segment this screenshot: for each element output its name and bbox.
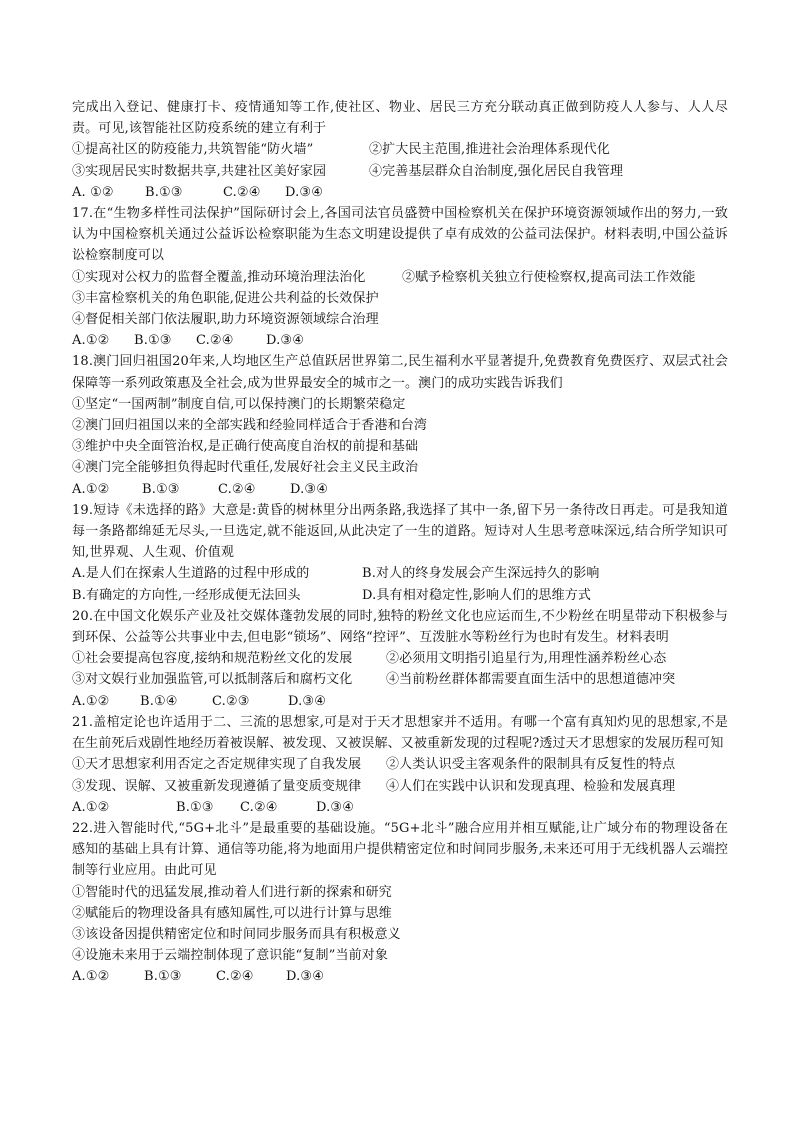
statement-4: ④澳门完全能够担负得起时代重任,发展好社会主义民主政治 bbox=[72, 460, 419, 476]
option-a[interactable]: A.①② bbox=[72, 693, 110, 709]
statement-row bbox=[72, 754, 728, 775]
statement-3: ③该设备因提供精密定位和时间同步服务而具有积极意义 bbox=[72, 926, 401, 942]
statement-4: ④当前粉丝群体都需要直面生活中的思想道德冲突 bbox=[386, 672, 676, 688]
statement-1: ①提高社区的防疫能力,共筑智能“防火墙” bbox=[72, 142, 314, 158]
option-c[interactable]: C.②④ bbox=[216, 969, 254, 985]
question-20-stem: 20.在中国文化娱乐产业及社交媒体蓬勃发展的同时,独特的粉丝文化也应运而生,不少粉丝在明星带动下积极参与到环保、公益等公共事业中去,但电影“锁场”、网络“控评”、互泼脏水等粉丝行为也时有发生。材料表明 bbox=[72, 608, 728, 646]
statement-4: ④人们在实践中认识和发现真理、检验和发展真理 bbox=[386, 778, 676, 794]
option-b[interactable]: B.对人的终身发展会产生深远持久的影响 bbox=[362, 566, 600, 582]
statement-3: ③发现、误解、又被重新发现遵循了量变质变规律 bbox=[72, 778, 362, 794]
statement-1: ①社会要提高包容度,接纳和规范粉丝文化的发展 bbox=[72, 651, 353, 667]
statement-3: ③丰富检察机关的角色职能,促进公共利益的长效保护 bbox=[72, 290, 379, 306]
statement-row bbox=[72, 669, 728, 690]
question-21 bbox=[72, 712, 728, 818]
answer-options bbox=[72, 479, 728, 500]
page-content bbox=[72, 97, 728, 988]
option-c[interactable]: C.②③ bbox=[212, 693, 250, 709]
answer-options bbox=[72, 182, 728, 203]
statement-2: ②必须用文明指引追星行为,用理性涵养粉丝心态 bbox=[386, 651, 667, 667]
option-c[interactable]: C.②④ bbox=[196, 333, 234, 349]
statement-1: ①天才思想家利用否定之否定规律实现了自我发展 bbox=[72, 757, 362, 773]
option-a[interactable]: A.①② bbox=[72, 799, 110, 815]
statement-4: ④完善基层群众自治制度,强化居民自我管理 bbox=[369, 163, 624, 179]
option-d[interactable]: D.具有相对稳定性,影响人们的思维方式 bbox=[362, 587, 592, 603]
statement-1: ①实现对公权力的监督全覆盖,推动环境治理法治化 bbox=[72, 269, 366, 285]
option-row bbox=[72, 585, 728, 606]
option-c[interactable]: B.有确定的方向性,一经形成便无法回头 bbox=[72, 587, 301, 603]
option-a[interactable]: A.①② bbox=[72, 969, 110, 985]
statement-2: ②扩大民主范围,推进社会治理体系现代化 bbox=[369, 142, 610, 158]
question-16 bbox=[72, 97, 728, 203]
option-d[interactable]: D.③④ bbox=[290, 481, 329, 497]
option-row bbox=[72, 563, 728, 584]
option-d[interactable]: D.③④ bbox=[285, 184, 324, 200]
option-a[interactable]: A.①② bbox=[72, 481, 110, 497]
statement-2: ②澳门回归祖国以来的全部实践和经验同样适合于香港和台湾 bbox=[72, 418, 428, 434]
answer-options bbox=[72, 797, 728, 818]
option-d[interactable]: D.③④ bbox=[316, 799, 355, 815]
question-19-stem: 19.短诗《未选择的路》大意是:黄昏的树林里分出两条路,我选择了其中一条,留下另一条待改日再走。可是我知道每一条路都绵延无尽头,一旦选定,就不能返回,从此决定了一生的道路。短诗对人生思考意味深远,结合所学知识可知,世界观、人生观、价值观 bbox=[72, 502, 728, 561]
question-20 bbox=[72, 606, 728, 712]
option-b[interactable]: B.①③ bbox=[142, 481, 180, 497]
option-c[interactable]: C.②④ bbox=[218, 481, 256, 497]
option-c[interactable]: C.②④ bbox=[240, 799, 278, 815]
statement-1: ①智能时代的迅猛发展,推动着人们进行新的探索和研究 bbox=[72, 884, 392, 900]
question-17-stem: 17.在“生物多样性司法保护”国际研讨会上,各国司法官员盛赞中国检察机关在保护环境资源领域作出的努力,一致认为中国检察机关通过公益诉讼检察职能为生态文明建设提供了卓有成效的公益司法保护。材料表明,中国公益诉讼检察制度可以 bbox=[72, 206, 728, 264]
option-b[interactable]: B.①③ bbox=[134, 333, 172, 349]
answer-options bbox=[72, 330, 728, 351]
question-19 bbox=[72, 500, 728, 606]
statement-4: ④督促相关部门依法履职,助力环境资源领域综合治理 bbox=[72, 312, 379, 328]
option-b[interactable]: B.①③ bbox=[176, 799, 214, 815]
statement-row bbox=[72, 161, 728, 182]
option-d[interactable]: D.③④ bbox=[266, 333, 305, 349]
option-a[interactable]: A.①② bbox=[72, 333, 110, 349]
question-21-stem: 21.盖棺定论也许适用于二、三流的思想家,可是对于天才思想家并不适用。有哪一个富有真知灼见的思想家,不是在生前死后戏剧性地经历着被误解、被发现、又被误解、又被重新发现的过程呢?透过天才思想家的发展历程可知 bbox=[72, 714, 728, 752]
statement-1: ①坚定“一国两制”制度自信,可以保持澳门的长期繁荣稳定 bbox=[72, 396, 406, 412]
option-a[interactable]: A. ①② bbox=[72, 184, 114, 200]
question-18 bbox=[72, 351, 728, 499]
statement-2: ②人类认识受主客观条件的限制具有反复性的特点 bbox=[386, 757, 676, 773]
statement-3: ③实现居民实时数据共享,共建社区美好家园 bbox=[72, 163, 327, 179]
statement-2: ②赋能后的物理设备具有感知属性,可以进行计算与思维 bbox=[72, 905, 392, 921]
statement-row bbox=[72, 648, 728, 669]
statement-3: ③维护中央全面管治权,是正确行使高度自治权的前提和基础 bbox=[72, 439, 419, 455]
option-c[interactable]: C.②④ bbox=[223, 184, 261, 200]
answer-options bbox=[72, 691, 728, 712]
question-16-stem: 完成出入登记、健康打卡、疫情通知等工作,使社区、物业、居民三方充分联动真正做到防疫人人参与、人人尽责。可见,该智能社区防疫系统的建立有利于 bbox=[72, 100, 728, 137]
statement-4: ④设施未来用于云端控制体现了意识能“复制”当前对象 bbox=[72, 948, 389, 964]
statement-row bbox=[72, 267, 728, 288]
statement-row bbox=[72, 776, 728, 797]
statement-3: ③对文娱行业加强监管,可以抵制落后和腐朽文化 bbox=[72, 672, 353, 688]
question-18-stem: 18.澳门回归祖国20年来,人均地区生产总值跃居世界第二,民生福利水平显著提升,免费教育免费医疗、双层式社会保障等一系列政策惠及全社会,成为世界最安全的城市之一。澳门的成功实践告诉我们 bbox=[72, 354, 728, 391]
option-b[interactable]: B.①③ bbox=[144, 969, 182, 985]
option-d[interactable]: D.③④ bbox=[286, 969, 325, 985]
option-d[interactable]: D.③④ bbox=[288, 693, 327, 709]
statement-row bbox=[72, 139, 728, 160]
option-b[interactable]: B.①④ bbox=[140, 693, 178, 709]
option-a[interactable]: A.是人们在探索人生道路的过程中形成的 bbox=[72, 566, 310, 582]
question-22 bbox=[72, 818, 728, 988]
answer-options bbox=[72, 966, 728, 987]
statement-2: ②赋予检察机关独立行使检察权,提高司法工作效能 bbox=[402, 269, 696, 285]
option-b[interactable]: B.①③ bbox=[145, 184, 183, 200]
question-17 bbox=[72, 203, 728, 351]
question-22-stem: 22.进入智能时代,“5G+北斗”是最重要的基础设施。“5G+北斗”融合应用并相互赋能,让广域分布的物理设备在感知的基础上具有计算、通信等功能,将为地面用户提供精密定位和时间同步服务,未来还可用于无线机器人云端控制等行业应用。由此可见 bbox=[72, 820, 728, 879]
